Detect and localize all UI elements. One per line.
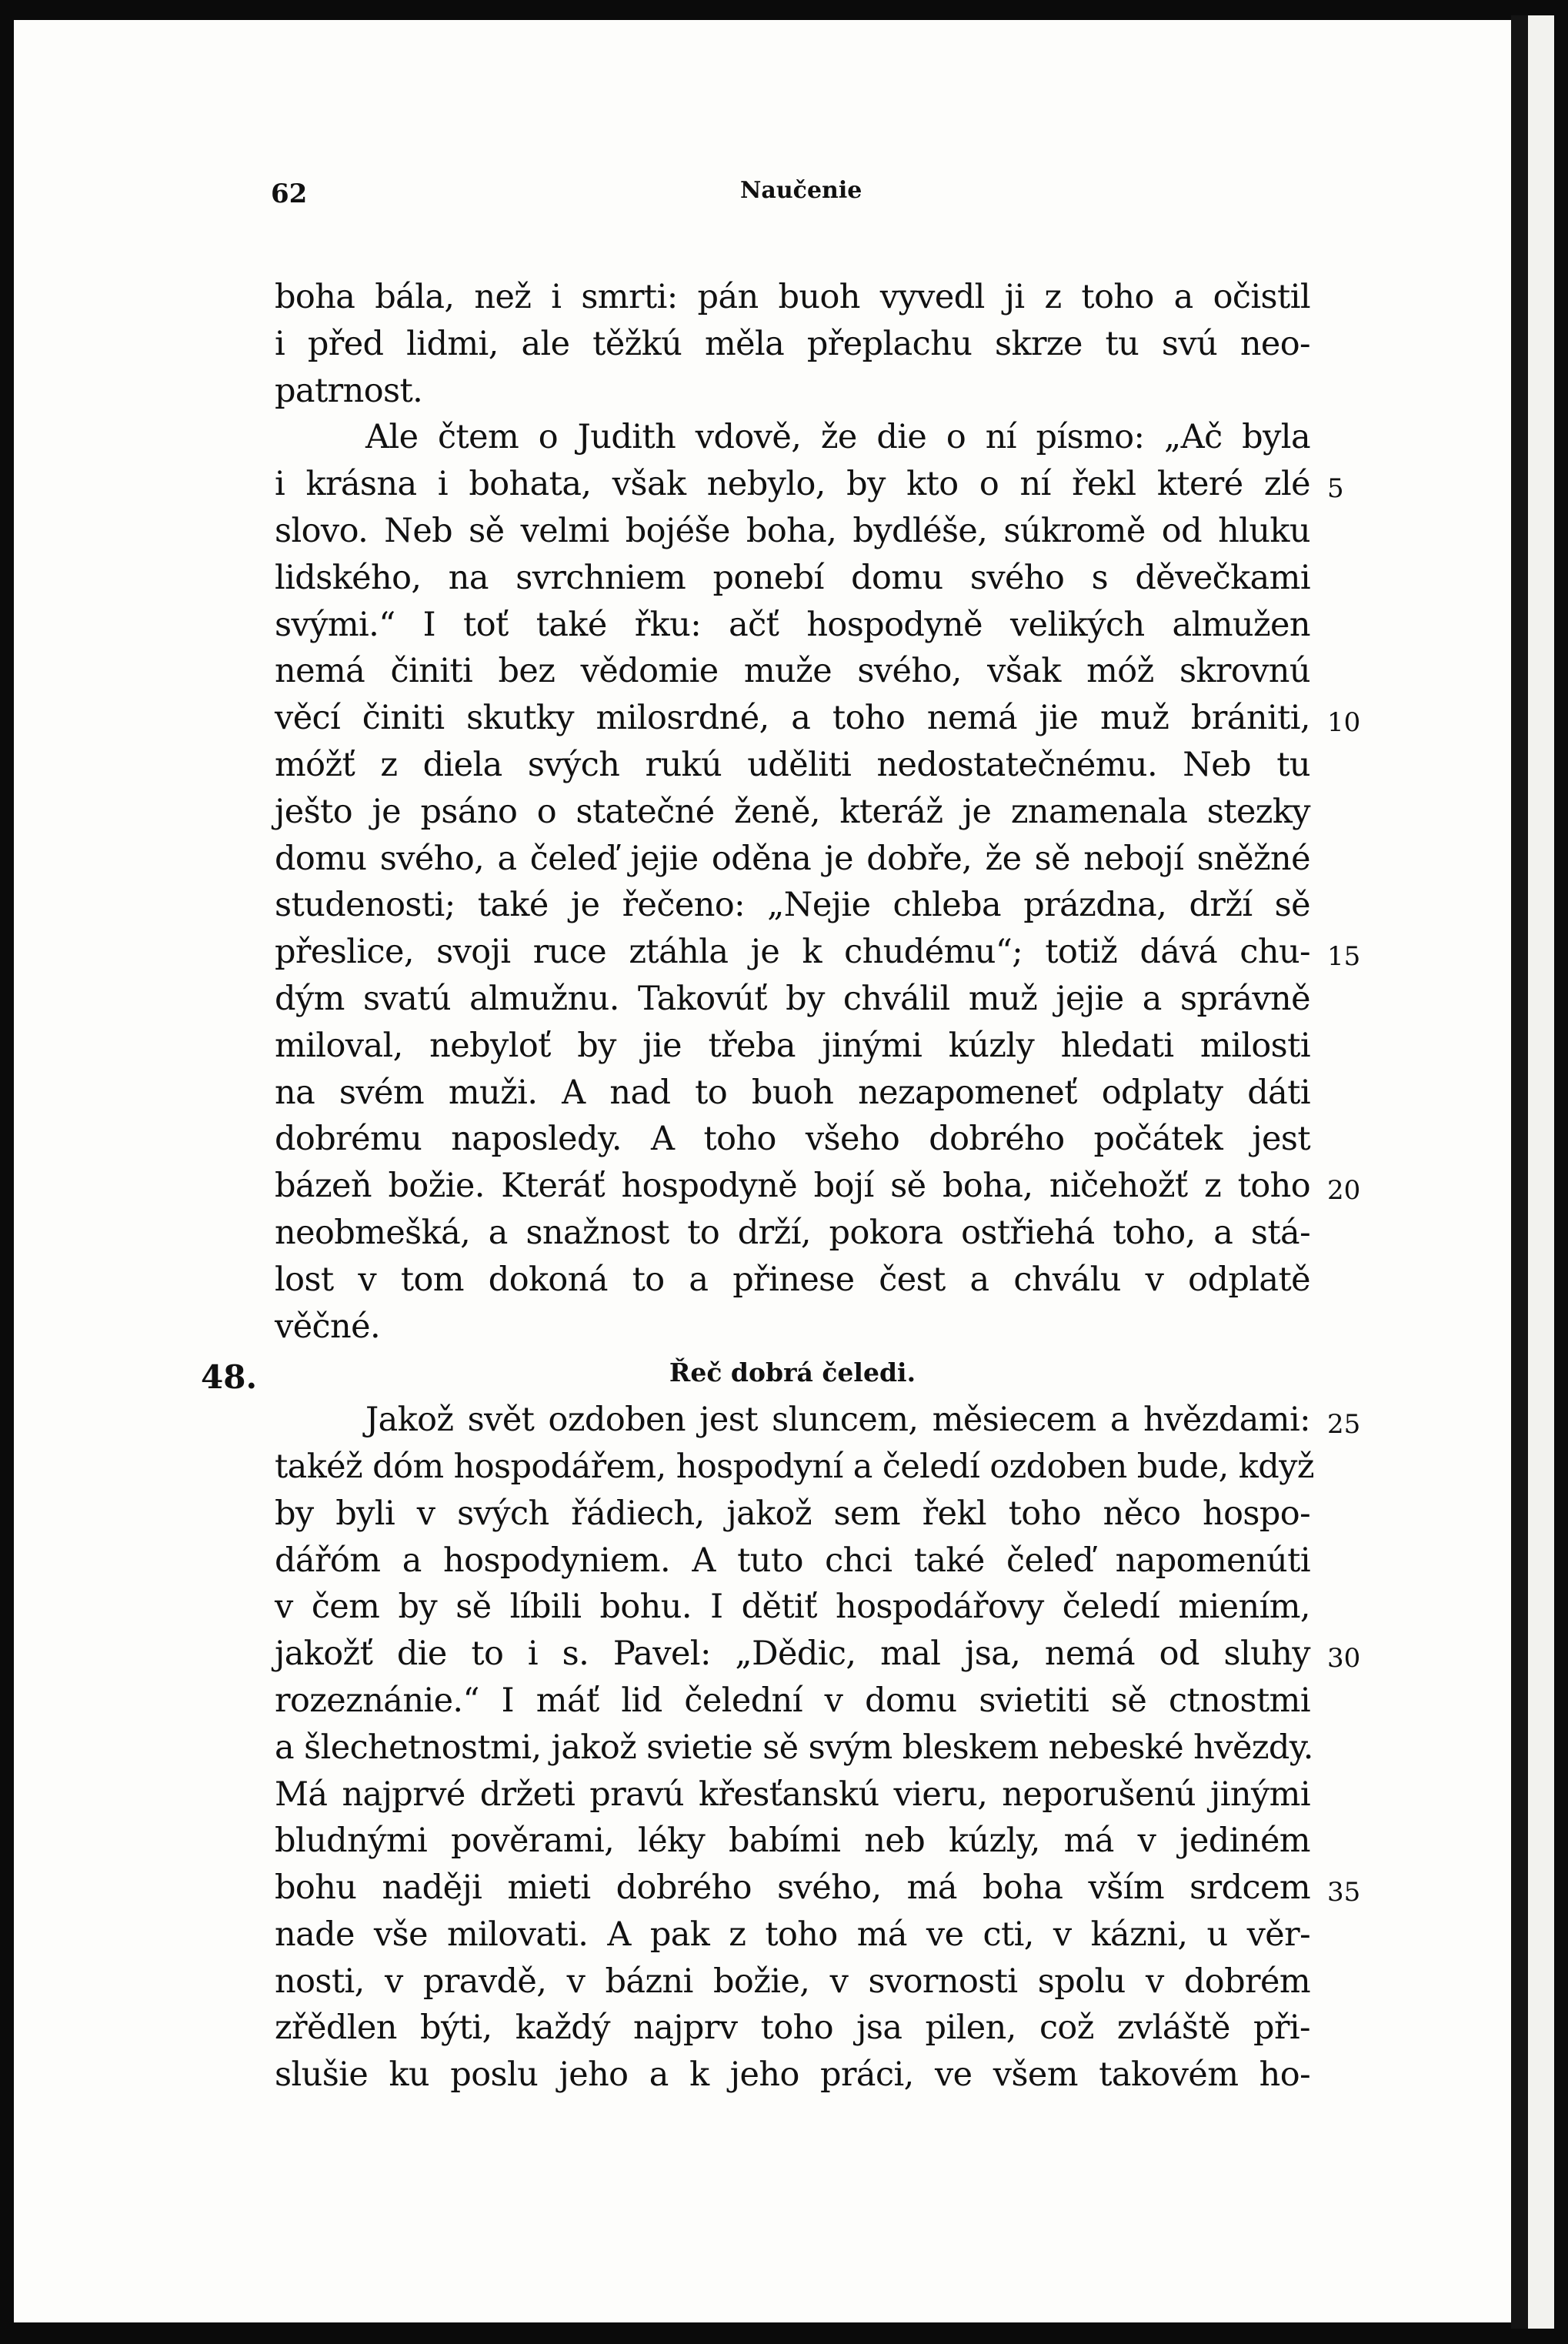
- text-line: [275, 602, 1310, 649]
- text-line: [275, 1257, 1310, 1304]
- text-line: [275, 695, 1361, 742]
- text-line: [275, 1771, 1310, 1818]
- text-line: [275, 1725, 1313, 1771]
- text-line: [275, 1912, 1310, 1958]
- text-line: [275, 1304, 1310, 1351]
- line-text: svými.“ I toť také řku: ačť hospodyně velikých almužen: [275, 605, 1310, 644]
- text-line: [275, 508, 1310, 555]
- text-line: [275, 1491, 1310, 1538]
- text-line: [275, 2005, 1310, 2052]
- text-line: [275, 1397, 1361, 1444]
- line-text: bázeň božie. Kteráť hospodyně bojí sě boha, ničehožť z toho: [275, 1167, 1310, 1206]
- line-text: domu svého, a čeleď jejie oděna je dobře, že sě nebojí sněžné: [275, 839, 1310, 878]
- line-text: zřědlen býti, každý najprv toho jsa pilen, což zvláště při-: [275, 2008, 1310, 2048]
- text-line: [275, 1678, 1310, 1725]
- line-number: 5: [1327, 473, 1344, 505]
- next-page-edge: [1528, 15, 1554, 2329]
- line-text: Ale čtem o Judith vdově, že die o ní písmo: „Ač byla: [365, 418, 1310, 457]
- text-line: [275, 461, 1344, 508]
- line-text: věčné.: [275, 1307, 381, 1346]
- line-number: 30: [1327, 1643, 1361, 1675]
- text-line: [275, 789, 1310, 836]
- text-line: [275, 1210, 1310, 1257]
- line-text: Jakož svět ozdoben jest sluncem, měsiecem a hvězdami:: [365, 1401, 1310, 1440]
- line-text: dářóm a hospodyniem. A tuto chci také čeleď napomenúti: [275, 1541, 1310, 1580]
- line-text: na svém muži. A nad to buoh nezapomeneť odplaty dáti: [275, 1073, 1310, 1112]
- text-line: [275, 1163, 1361, 1210]
- line-text: nemá činiti bez vědomie muže svého, však móž skrovnú: [275, 652, 1310, 691]
- line-text: ješto je psáno o statečné ženě, kteráž je znamenala stezky: [275, 792, 1310, 831]
- line-text: bohu naději mieti dobrého svého, má boha vším srdcem: [275, 1868, 1310, 1908]
- text-line: [275, 976, 1310, 1023]
- body-text: [201, 274, 1361, 2099]
- line-text: boha bála, než i smrti: pán buoh vyvedl ji z toho a očistil: [275, 278, 1310, 316]
- line-text: a šlechetnostmi, jakož svietie sě svým bleskem nebeské hvězdy.: [275, 1728, 1313, 1767]
- line-number: 25: [1327, 1409, 1361, 1441]
- line-text: móžť z diela svých rukú uděliti nedostatečnému. Neb tu: [275, 745, 1310, 784]
- text-line: [275, 555, 1310, 602]
- line-text: věcí činiti skutky milosrdné, a toho nemá jie muž brániti,: [275, 699, 1310, 738]
- line-text: takéž dóm hospodářem, hospodyní a čeledí ozdoben bude, když: [275, 1447, 1314, 1486]
- line-text: přeslice, svoji ruce ztáhla je k chudému“; totiž dává chu-: [275, 933, 1310, 972]
- line-number: 35: [1327, 1877, 1361, 1908]
- text-line: [275, 1070, 1310, 1117]
- line-text: dým svatú almužnu. Takovúť by chválil muž jejie a správně: [275, 979, 1310, 1018]
- section-heading: [201, 1350, 1310, 1397]
- text-line: [275, 321, 1310, 368]
- line-text: by byli v svých řádiech, jakož sem řekl toho něco hospo-: [275, 1494, 1310, 1533]
- line-text: Má najprvé držeti pravú křesťanskú vieru, neporušenú jinými: [275, 1775, 1310, 1814]
- line-text: lidského, na svrchniem ponebí domu svého s děvečkami: [275, 558, 1310, 597]
- line-number: 20: [1327, 1175, 1361, 1207]
- binding-shadow: [1511, 15, 1528, 2329]
- text-line: [275, 274, 1310, 321]
- running-title: Naučenie: [740, 177, 862, 204]
- text-line: [275, 2052, 1310, 2099]
- text-line: [275, 1818, 1310, 1865]
- line-number: 10: [1327, 707, 1361, 739]
- text-line: [275, 836, 1310, 883]
- text-line: [275, 1538, 1310, 1584]
- line-text: neobmešká, a snažnost to drží, pokora ostřiehá toho, a stá-: [275, 1213, 1310, 1252]
- line-text: lost v tom dokoná to a přinese čest a chválu v odplatě: [275, 1260, 1310, 1299]
- page-number: 62: [271, 179, 308, 209]
- line-number: 15: [1327, 941, 1361, 973]
- text-line: [275, 1116, 1310, 1163]
- text-line: [275, 1023, 1310, 1070]
- text-line: [275, 1958, 1310, 2005]
- line-text: nosti, v pravdě, v bázni božie, v svornosti spolu v dobrém: [275, 1962, 1310, 2001]
- line-text: rozeznánie.“ I máť lid čelední v domu svietiti sě ctnostmi: [275, 1681, 1310, 1720]
- text-line: [275, 929, 1361, 976]
- line-text: v čem by sě líbili bohu. I dětiť hospodářovy čeledí miením,: [275, 1588, 1310, 1627]
- line-text: studenosti; také je řečeno: „Nejie chleba prázdna, drží sě: [275, 886, 1310, 925]
- text-line: [275, 1444, 1314, 1491]
- section-number: 48.: [201, 1358, 258, 1397]
- text-line: [275, 1584, 1310, 1631]
- line-text: dobrému naposledy. A toho všeho dobrého počátek jest: [275, 1120, 1310, 1159]
- line-text: bludnými pověrami, léky babími neb kúzly, má v jediném: [275, 1821, 1310, 1861]
- line-text: nade vše milovati. A pak z toho má ve cti, v kázni, u věr-: [275, 1915, 1310, 1954]
- text-line: [275, 368, 1310, 415]
- text-line: [275, 648, 1310, 695]
- text-line: [275, 1865, 1361, 1912]
- text-line: [275, 742, 1310, 789]
- section-title: Řeč dobrá čeledi.: [669, 1357, 916, 1388]
- line-text: slušie ku poslu jeho a k jeho práci, ve všem takovém ho-: [275, 2055, 1310, 2095]
- line-text: slovo. Neb sě velmi bojéše boha, bydléše, súkromě od hluku: [275, 511, 1310, 550]
- line-text: jakožť die to i s. Pavel: „Dědic, mal jsa, nemá od sluhy: [275, 1634, 1310, 1674]
- text-line: [275, 1631, 1361, 1678]
- text-line: [275, 882, 1310, 929]
- line-text: i před lidmi, ale těžkú měla přeplachu skrze tu svú neo-: [275, 324, 1310, 363]
- line-text: miloval, nebyloť by jie třeba jinými kúzly hledati milosti: [275, 1026, 1310, 1065]
- line-text: i krásna i bohata, však nebylo, by kto o ní řekl které zlé: [275, 465, 1310, 504]
- line-text: patrnost.: [275, 371, 423, 410]
- text-line: [275, 414, 1310, 461]
- page-header: [268, 177, 1314, 214]
